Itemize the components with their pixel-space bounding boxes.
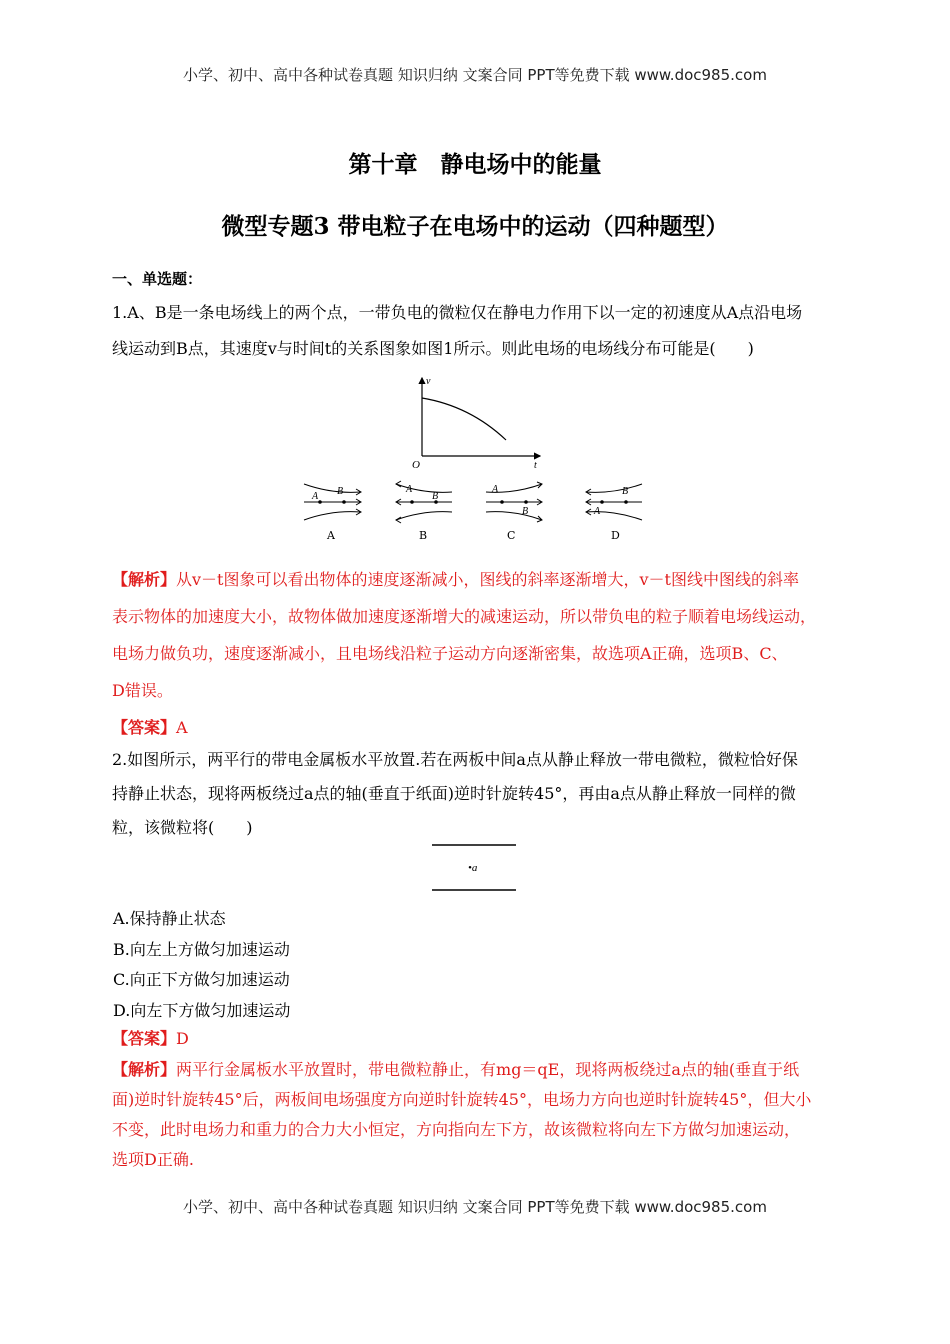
velocity-curve bbox=[422, 398, 506, 440]
q1-stem-line-2: 线运动到B点，其速度v与时间t的关系图象如图1所示。则此电场的电场线分布可能是( ) bbox=[112, 339, 754, 358]
origin-label: O bbox=[412, 459, 420, 471]
svg-text:A: A bbox=[594, 506, 601, 517]
choice-label-b: B bbox=[419, 529, 428, 542]
analysis-tag: 【解析】 bbox=[112, 570, 177, 589]
svg-text:A: A bbox=[406, 484, 413, 495]
q2-stem: 2.如图所示，两平行的带电金属板水平放置.若在两板中间a点从静止释放一带电微粒，微粒恰好保 持静止状态，现将两板绕过a点的轴(垂直于纸面)逆时针旋转45°，再由a点从静止释放一同样的微 粒，该微粒将( ) bbox=[112, 750, 798, 837]
q2-option-c: C.向正下方做匀加速运动 bbox=[113, 970, 290, 989]
topic-title: 微型专题3 带电粒子在电场中的运动（四种题型） bbox=[221, 213, 729, 240]
section-heading: 一、单选题： bbox=[112, 270, 203, 288]
field-option-a bbox=[300, 478, 364, 526]
svg-text:B: B bbox=[337, 486, 344, 497]
page-header: 小学、初中、高中各种试卷真题 知识归纳 文案合同 PPT等免费下载 www.doc985.com bbox=[183, 66, 767, 84]
point-a-label: •a bbox=[468, 862, 478, 874]
svg-text:B: B bbox=[522, 506, 529, 517]
field-option-b bbox=[392, 478, 456, 526]
q1-analysis: 【解析】从v－t图象可以看出物体的速度逐渐减小，图线的斜率逐渐增大，v－t图线中图线的斜率 表示物体的加速度大小，故物体做加速度逐渐增大的减速运动，所以带负电的粒子顺着电场线运动， 电场力做负功，速度逐渐减小，且电场线沿粒子运动方向逐渐密集，故选项A正确，选项B、C、 D错误。 bbox=[112, 570, 817, 700]
field-option-d bbox=[582, 478, 646, 526]
choice-label-c: C bbox=[507, 529, 516, 542]
q1-answer: 【答案】A bbox=[112, 718, 188, 737]
q2-analysis: 【解析】两平行金属板水平放置时，带电微粒静止，有mg＝qE，现将两板绕过a点的轴(垂直于纸 面)逆时针旋转45°后，两板间电场强度方向逆时针旋转45°，电场力方向也逆时针旋转45°，但大小 不变，此时电场力和重力的合力大小恒定，方向指向左下方，故该微粒将向左下方做匀加速运动， 选项D正确. bbox=[112, 1060, 812, 1169]
parallel-plates-figure bbox=[430, 838, 520, 898]
q2-option-a: A.保持静止状态 bbox=[113, 909, 226, 928]
choice-label-d: D bbox=[611, 529, 620, 542]
field-option-c bbox=[482, 478, 546, 526]
choice-label-a: A bbox=[327, 529, 335, 542]
v-t-graph bbox=[400, 372, 550, 472]
svg-text:A: A bbox=[492, 484, 499, 495]
v-axis-label: v bbox=[426, 376, 431, 387]
q2-option-d: D.向左下方做匀加速运动 bbox=[113, 1001, 291, 1020]
q1-stem-line-1: 1.A、B是一条电场线上的两个点，一带负电的微粒仅在静电力作用下以一定的初速度从A点沿电场 bbox=[112, 303, 803, 322]
q2-option-b: B.向左上方做匀加速运动 bbox=[113, 940, 290, 959]
svg-text:B: B bbox=[432, 491, 439, 502]
page-footer: 小学、初中、高中各种试卷真题 知识归纳 文案合同 PPT等免费下载 www.doc985.com bbox=[183, 1198, 767, 1216]
t-axis-label: t bbox=[534, 460, 537, 471]
q2-answer: 【答案】D bbox=[112, 1029, 189, 1048]
svg-text:B: B bbox=[622, 486, 629, 497]
svg-text:A: A bbox=[312, 491, 319, 502]
chapter-title: 第十章 静电场中的能量 bbox=[348, 151, 602, 178]
